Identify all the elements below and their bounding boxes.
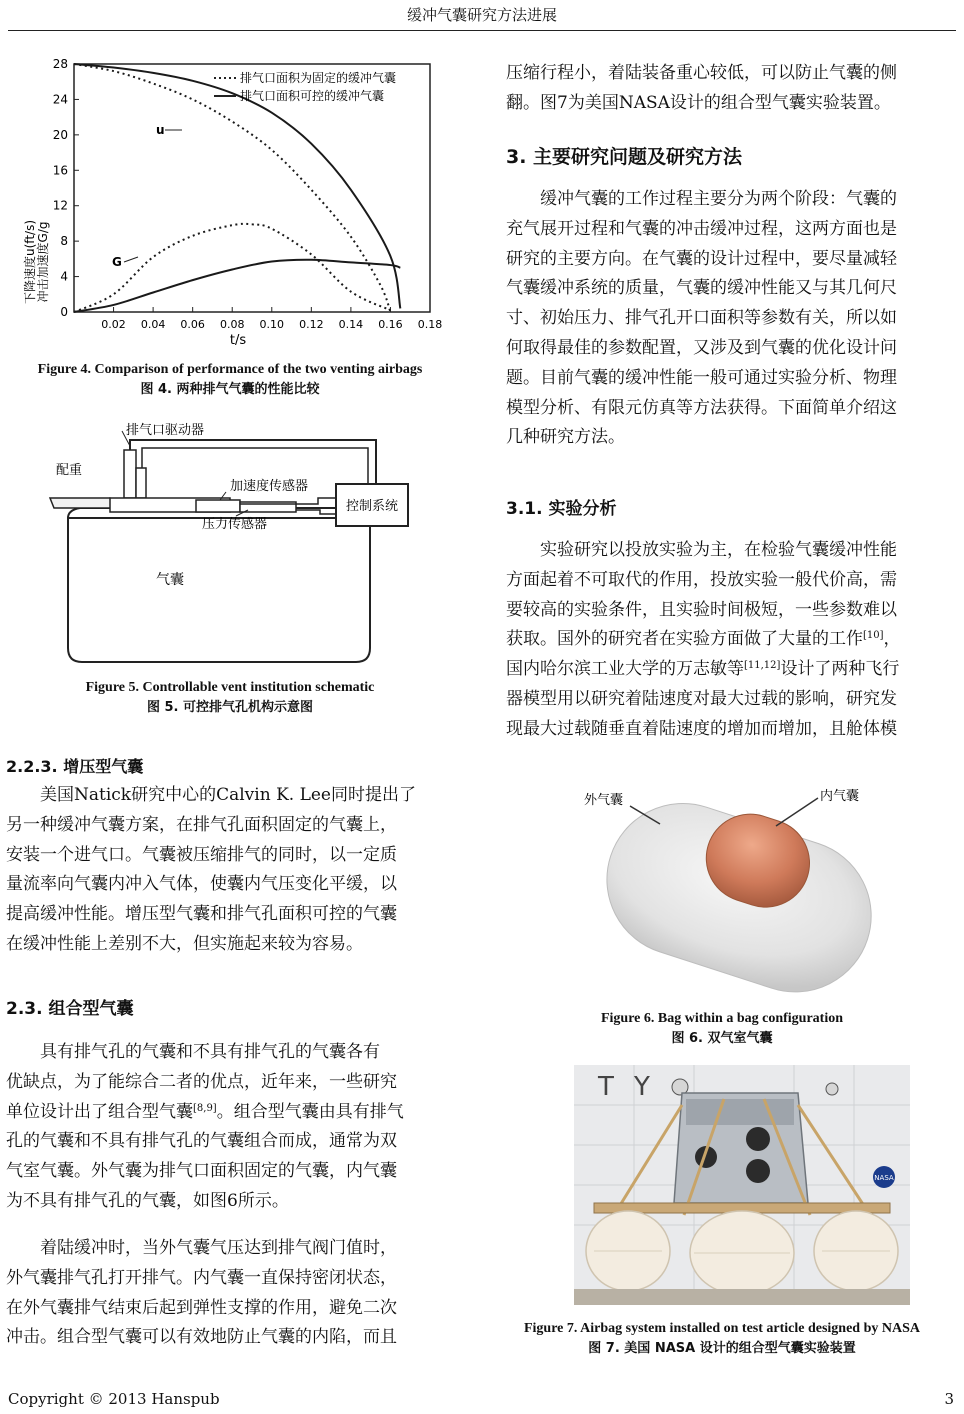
figure5-schematic: [40, 418, 420, 668]
x-axis-label: t/s: [229, 333, 247, 348]
section-2-2-3-title: 2.2.3. 增压型气囊: [6, 757, 144, 776]
text-line: 为不具有排气孔的气囊，如图6所示。: [6, 1190, 289, 1211]
figure4-chart: [20, 52, 450, 350]
text-line: 缓冲气囊的工作过程主要分为两个阶段：气囊的: [540, 189, 897, 209]
annotation-g-arrow: [124, 257, 138, 262]
porthole: [746, 1159, 770, 1183]
text-line: 器模型用以研究着陆速度对最大过载的影响，研究发: [506, 688, 897, 709]
label-airbag: 气囊: [156, 572, 184, 588]
y-tick-label: 24: [52, 92, 68, 107]
wall-letter-y: Y: [634, 1072, 650, 1102]
text-line: 寸、初始压力、排气孔开口面积等参数有关，所以如: [506, 308, 897, 329]
y-tick-label: 12: [52, 198, 68, 213]
section-2-3-paragraph-1: [6, 1038, 458, 1217]
x-axis-ticks: [101, 307, 442, 331]
text-line: 另一种缓冲气囊方案，在排气孔面积固定的气囊上，: [6, 814, 397, 835]
y-axis-ticks: [53, 57, 79, 319]
text-line: 翻。图7为美国NASA设计的组合型气囊实验装置。: [506, 92, 891, 113]
text-line: 着陆缓冲时，当外气囊气压达到排气阀门值时，: [40, 1238, 397, 1258]
text-line: 。组合型气囊由具有排气: [216, 1101, 404, 1122]
figure6-caption-cn: 图 6. 双气室气囊: [671, 1031, 773, 1046]
text-line: 压缩行程小，着陆装备重心较低，可以防止气囊的侧: [506, 63, 897, 83]
text-line: 几种研究方法。: [506, 427, 625, 448]
x-tick-label: 0.10: [259, 318, 285, 331]
header-rule: [8, 30, 956, 31]
text-line: 何取得最佳的参数配置，又涉及到气囊的优化设计问: [506, 337, 897, 358]
text-line: 设计了两种飞行: [780, 659, 900, 680]
text-line: 优缺点，为了能综合二者的优点，近年来，一些研究: [6, 1071, 397, 1092]
x-tick-label: 0.14: [338, 318, 364, 331]
text-line: 国内哈尔滨工业大学的万志敏等: [506, 659, 744, 680]
footer-copyright: Copyright © 2013 Hanspub: [8, 1390, 220, 1408]
vent-actuator: [124, 450, 136, 498]
label-counterweight: 配重: [56, 463, 83, 478]
text-line: 量流率向气囊内冲入气体，使囊内气压变化平缓，以: [6, 874, 397, 895]
running-header: 缓冲气囊研究方法进展: [406, 6, 557, 24]
text-line: 在外气囊排气结束后起到弹性支撑的作用，避免二次: [6, 1297, 397, 1318]
inner-bag-pointer: [776, 798, 818, 826]
text-line: 具有排气孔的气囊和不具有排气孔的气囊各有: [40, 1042, 380, 1062]
y-tick-label: 16: [52, 163, 68, 178]
counterweight-plate: [50, 498, 114, 508]
text-line: 冲击。组合型气囊可以有效地防止气囊的内陷，而且: [6, 1327, 397, 1348]
text-line: 提高缓冲性能。增压型气囊和排气孔面积可控的气囊: [6, 904, 397, 925]
text-line: 在缓冲性能上差别不大，但实施起来较为容易。: [6, 933, 363, 954]
section-2-2-3-paragraph: [6, 781, 458, 960]
legend-label-controllable: 排气口面积可控的缓冲气囊: [240, 89, 385, 103]
y-tick-label: 20: [52, 127, 68, 142]
text-line: 研究的主要方向。在气囊的设计过程中，要尽量减轻: [506, 248, 897, 269]
label-control-system: 控制系统: [346, 499, 399, 514]
pressure-sensor-wire: [296, 510, 336, 514]
figure7-caption-cn: 图 7. 美国 NASA 设计的组合型气囊实验装置: [588, 1341, 856, 1356]
accelerometer-block: [196, 500, 240, 512]
citation: [8,9]: [193, 1102, 217, 1114]
y-axis-label-1: 下降速度u(ft/s): [23, 220, 37, 304]
annotation-g: G: [112, 255, 122, 269]
text-line: 要较高的实验条件，且实验时间极短，一些参数难以: [506, 599, 897, 620]
x-tick-label: 0.18: [417, 318, 443, 331]
y-tick-label: 0: [60, 305, 68, 319]
x-tick-label: 0.08: [219, 318, 245, 331]
label-inner-bag: 内气囊: [820, 789, 860, 804]
text-line: 充气展开过程和气囊的冲击缓冲过程，这两方面也是: [506, 218, 897, 239]
label-accelerometer: 加速度传感器: [230, 479, 309, 494]
text-line: 现最大过载随垂直着陆速度的增加而增加，且舱体模: [506, 718, 897, 739]
legend-label-fixed: 排气口面积为固定的缓冲气囊: [240, 71, 397, 85]
citation: [10]: [863, 630, 884, 642]
label-pressure-sensor: 压力传感器: [202, 517, 268, 532]
wall-letter-t: T: [598, 1072, 614, 1102]
y-tick-label: 4: [60, 269, 68, 284]
right-paragraph-0: [506, 59, 958, 119]
figure5-caption-en: Figure 5. Controllable vent institution schematic: [85, 680, 375, 695]
label-actuator: 排气口驱动器: [126, 423, 205, 438]
text-line: 方面起着不可取代的作用，投放实验一般代价高，需: [506, 569, 897, 590]
x-tick-label: 0.12: [299, 318, 324, 331]
wall-marker: [826, 1083, 838, 1095]
section-2-3-title: 2.3. 组合型气囊: [6, 999, 134, 1019]
text-line: 题。目前气囊的缓冲性能一般可通过实验分析、物理: [506, 367, 897, 388]
x-tick-label: 0.16: [378, 318, 403, 331]
figure6-caption-en: Figure 6. Bag within a bag configuration: [600, 1011, 844, 1026]
y-tick-label: 8: [60, 234, 68, 249]
figure4-caption-en: Figure 4. Comparison of performance of the two venting airbags: [37, 362, 423, 377]
figure7-caption-en: Figure 7. Airbag system installed on test article designed by NASA: [523, 1321, 920, 1336]
text-line: 美国Natick研究中心的Calvin K. Lee同时提出了: [40, 785, 416, 805]
annotation-u: u: [156, 123, 165, 137]
section-2-3-paragraph-2: [6, 1234, 458, 1353]
section-3-1-paragraph: 实验研究以投放实验为主，在检验气囊缓冲性能 方面起着不可取代的作用，投放实验一般代价高，需 要较高的实验条件，且实验时间极短，一些参数难以 获取。国外的研究者在实验方面做了大量的工作[10]， 国内哈尔滨工业大学的万志敏等[11,12]设计了两种飞行 器模型用以研究着陆速度对最大过载的影响，研究发 现最大过载随垂直着陆速度的增加而增加，且舱体模: [506, 536, 958, 745]
porthole: [746, 1127, 770, 1151]
x-tick-label: 0.04: [140, 318, 166, 331]
nasa-logo-text: NASA: [874, 1174, 894, 1182]
citation: [11,12]: [744, 660, 781, 672]
x-tick-label: 0.06: [180, 318, 205, 331]
page-number: 3: [944, 1390, 954, 1408]
text-line: 实验研究以投放实验为主，在检验气囊缓冲性能: [540, 540, 897, 560]
text-line: 获取。国外的研究者在实验方面做了大量的工作: [506, 629, 863, 650]
floor: [574, 1289, 910, 1305]
text-line: 孔的气囊和不具有排气孔的气囊组合而成，通常为双: [6, 1131, 397, 1152]
x-tick-label: 0.02: [101, 318, 126, 331]
text-line: 气室气囊。外气囊为排气口面积固定的气囊，内气囊: [6, 1161, 397, 1182]
text-line: 单位设计出了组合型气囊: [6, 1101, 193, 1122]
section-3-paragraph: [506, 185, 958, 453]
figure5-caption-cn: 图 5. 可控排气孔机构示意图: [146, 700, 314, 715]
y-axis-label-2: 冲击加速度G/g: [36, 221, 50, 303]
text-line: 安装一个进气口。气囊被压缩排气的同时，以一定质: [6, 844, 397, 865]
figure7-photo: [574, 1065, 910, 1305]
figure6-illustration: [570, 780, 900, 1010]
label-outer-bag: 外气囊: [584, 793, 624, 808]
text-line: 模型分析、有限元仿真等方法获得。下面简单介绍这: [506, 397, 897, 418]
section-3-title: 3. 主要研究问题及研究方法: [506, 146, 743, 168]
figure4-caption-cn: 图 4. 两种排气气囊的性能比较: [140, 382, 320, 397]
text-line: 气囊缓冲系统的质量，气囊的缓冲性能又与其几何尺: [506, 278, 897, 299]
section-3-1-title: 3.1. 实验分析: [506, 499, 617, 519]
text-line: 外气囊排气孔打开排气。内气囊一直保持密闭状态，: [6, 1267, 397, 1288]
y-tick-label: 28: [52, 57, 68, 71]
airbag-body: [68, 518, 370, 662]
actuator-wire: [130, 440, 376, 484]
